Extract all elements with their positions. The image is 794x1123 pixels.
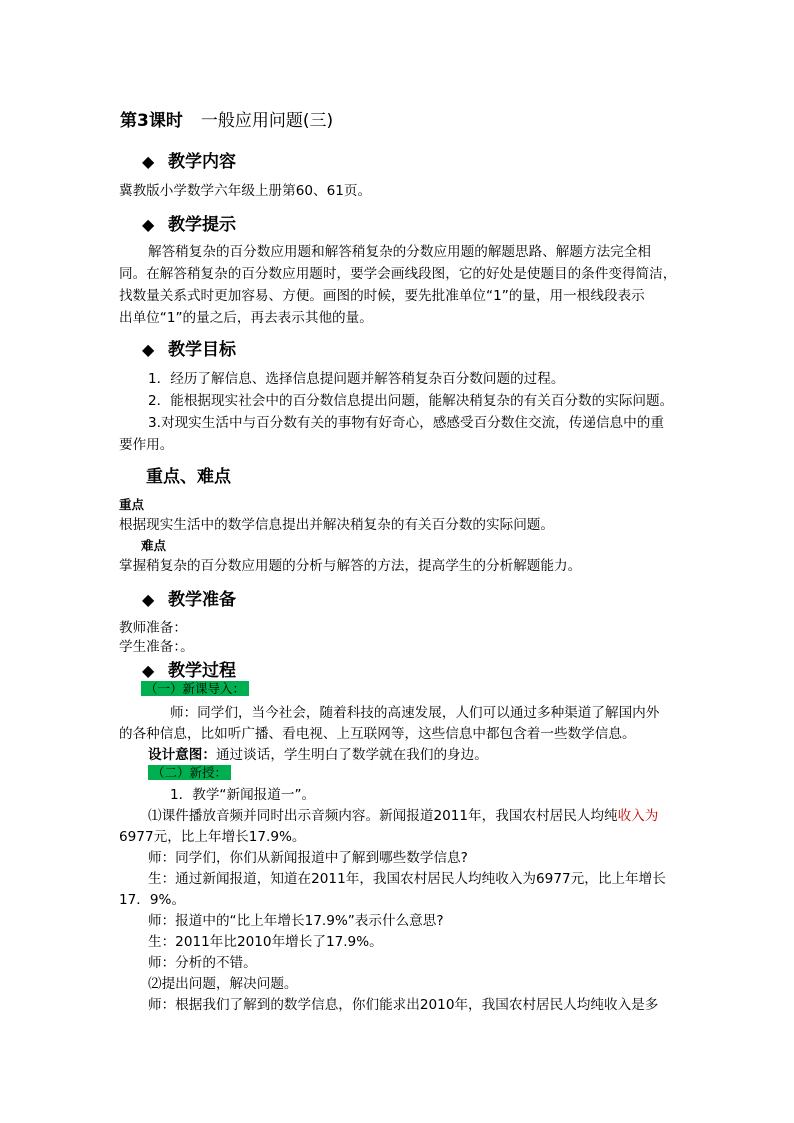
lesson-number: 第3课时 [120,111,183,131]
heading-content: ◆ 教学内容 [142,152,236,172]
tips-line-2: 同。在解答稍复杂的百分数应用题时，要学会画线段图，它的好处是使题目的条件变得简洁， [119,266,677,282]
diamond-bullet-icon: ◆ [142,215,155,234]
heading-prep: ◆ 教学准备 [142,590,236,610]
news-line-2: 6977元，比上年增长17.9%。 [119,829,306,845]
heading-goals: ◆ 教学目标 [142,340,236,360]
goal-item-2: 2．能根据现实社会中的百分数信息提出问题，能解决稍复杂的有关百分数的实际问题。 [148,393,674,409]
teacher-question-3: 师：根据我们了解到的数学信息，你们能求出2010年，我国农村居民人均纯收入是多 [148,997,659,1013]
teacher-question-2: 师：报道中的“比上年增长17.9%”表示什么意思? [148,913,444,929]
news-line-1: ⑴课件播放音频并同时出示音频内容。新闻报道2011年，我国农村居民人均纯收入为 [148,808,659,824]
teacher-prep: 教师准备： [119,620,187,636]
tips-line-1: 解答稍复杂的百分数应用题和解答稍复杂的分数应用题的解题思路、解题方法完全相 [148,244,651,260]
student-answer-1: 生：通过新闻报道，知道在2011年，我国农村居民人均纯收入为6977元，比上年增长 [148,871,666,887]
intro-line-2: 的各种信息，比如听广播、看电视、上互联网等，这些信息中都包含着一些数学信息。 [119,726,636,742]
student-answer-2: 生：2011年比2010年增长了17.9%。 [148,934,383,950]
content-text: 冀教版小学数学六年级上册第60、61页。 [119,183,372,199]
step-2: ⑵提出问题，解决问题。 [148,976,298,992]
goal-item-3: 3.对现实生活中与百分数有关的事物有好奇心，感感受百分数住交流，传递信息中的重 [148,415,664,431]
diamond-bullet-icon: ◆ [142,590,155,609]
goal-item-3-cont: 要作用。 [119,437,174,453]
section-tag-intro: （一）新课导入： [141,680,249,698]
student-answer-1-cont: 17．9%。 [119,892,186,908]
lesson-title [120,106,333,131]
diamond-bullet-icon: ◆ [142,661,155,680]
design-intent: 设计意图：通过谈话，学生明白了数学就在我们的身边。 [148,747,488,763]
lesson-subtitle: 一般应用问题(三) [200,111,334,131]
key-label: 重点 [119,497,145,512]
step-1: 1．教学“新闻报道一”。 [170,787,316,803]
difficulty-text: 掌握稍复杂的百分数应用题的分析与解答的方法，提高学生的分析解题能力。 [119,558,582,574]
teacher-question-1: 师：同学们，你们从新闻报道中了解到哪些数学信息? [148,850,468,866]
difficulty-label: 难点 [141,538,167,553]
heading-tips: ◆ 教学提示 [142,215,236,235]
tips-line-4: 出单位“1”的量之后，再去表示其他的量。 [119,310,373,326]
heading-process: ◆ 教学过程 [142,661,236,681]
diamond-bullet-icon: ◆ [142,152,155,171]
goal-item-1: 1．经历了解信息、选择信息提问题并解答稍复杂百分数问题的过程。 [148,371,565,387]
diamond-bullet-icon: ◆ [142,340,155,359]
section-tag-new: （二）新授： [148,764,231,782]
key-text: 根据现实生活中的数学信息提出并解决稍复杂的有关百分数的实际问题。 [119,517,554,533]
student-prep: 学生准备：。 [119,639,194,655]
intro-line-1: 师：同学们，当今社会，随着科技的高速发展，人们可以通过多种渠道了解国内外 [170,705,660,721]
tips-line-3: 找数量关系式时更加容易、方便。画图的时候，要先批准单位“1”的量，用一根线段表示 [119,288,645,304]
heading-keypoints: 重点、难点 [146,467,231,487]
teacher-comment: 师：分析的不错。 [148,955,257,971]
